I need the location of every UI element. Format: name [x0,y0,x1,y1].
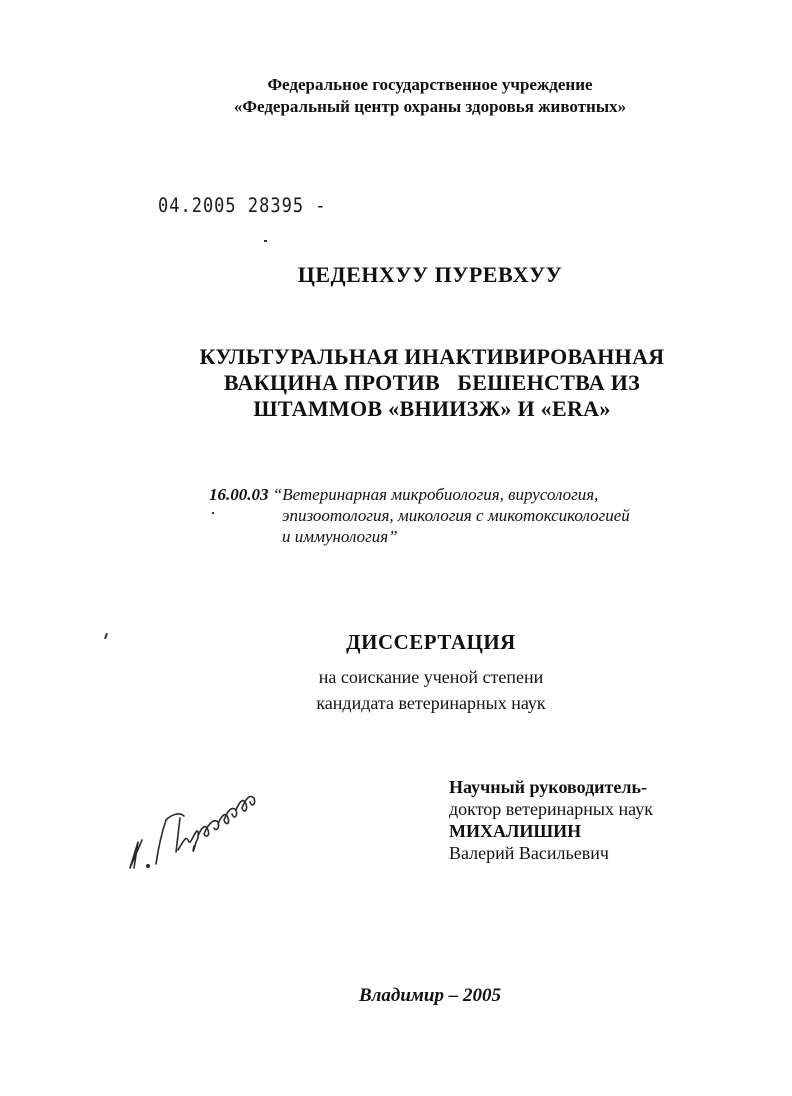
supervisor-heading: Научный руководитель- [449,777,647,797]
degree-line-1: на соискание ученой степени [318,667,544,687]
supervisor-surname: МИХАЛИШИН [449,821,582,841]
supervisor-degree: доктор ветеринарных наук [449,799,653,819]
registration-stamp-number: 04.2005 28395 - [158,194,327,218]
specialty-code: 16.00.03 [209,485,269,504]
author-name: ЦЕДЕНХУУ ПУРЕВХУУ [297,262,563,287]
specialty-line-3: и иммунология” [282,527,398,546]
title-line-1: КУЛЬТУРАЛЬНАЯ ИНАКТИВИРОВАННАЯ [199,344,665,369]
organization-header [0,74,792,118]
signature-icon [122,780,272,880]
specialty-block [209,484,729,547]
specialty-line-1: “Ветеринарная микробиология, вирусология, [272,485,599,504]
degree-description [0,664,792,716]
organization-line-2: «Федеральный центр охраны здоровья животных» [233,97,627,116]
supervisor-given-name: Валерий Васильевич [449,843,609,863]
supervisor-block [449,776,749,864]
scan-speck [264,240,267,242]
dissertation-title [0,344,792,422]
degree-line-2: кандидата ветеринарных наук [316,693,546,713]
specialty-line-2: эпизоотология, микология с микотоксикологией [282,506,630,525]
title-line-3: ШТАММОВ «ВНИИЗЖ» И «ERA» [253,396,611,421]
handwritten-signature [122,780,272,880]
organization-line-1: Федеральное государственное учреждение [267,75,593,94]
document-type-label: ДИССЕРТАЦИЯ [346,630,516,654]
city-year: Владимир – 2005 [359,985,501,1006]
title-line-2: ВАКЦИНА ПРОТИВ БЕШЕНСТВА ИЗ [223,370,641,395]
